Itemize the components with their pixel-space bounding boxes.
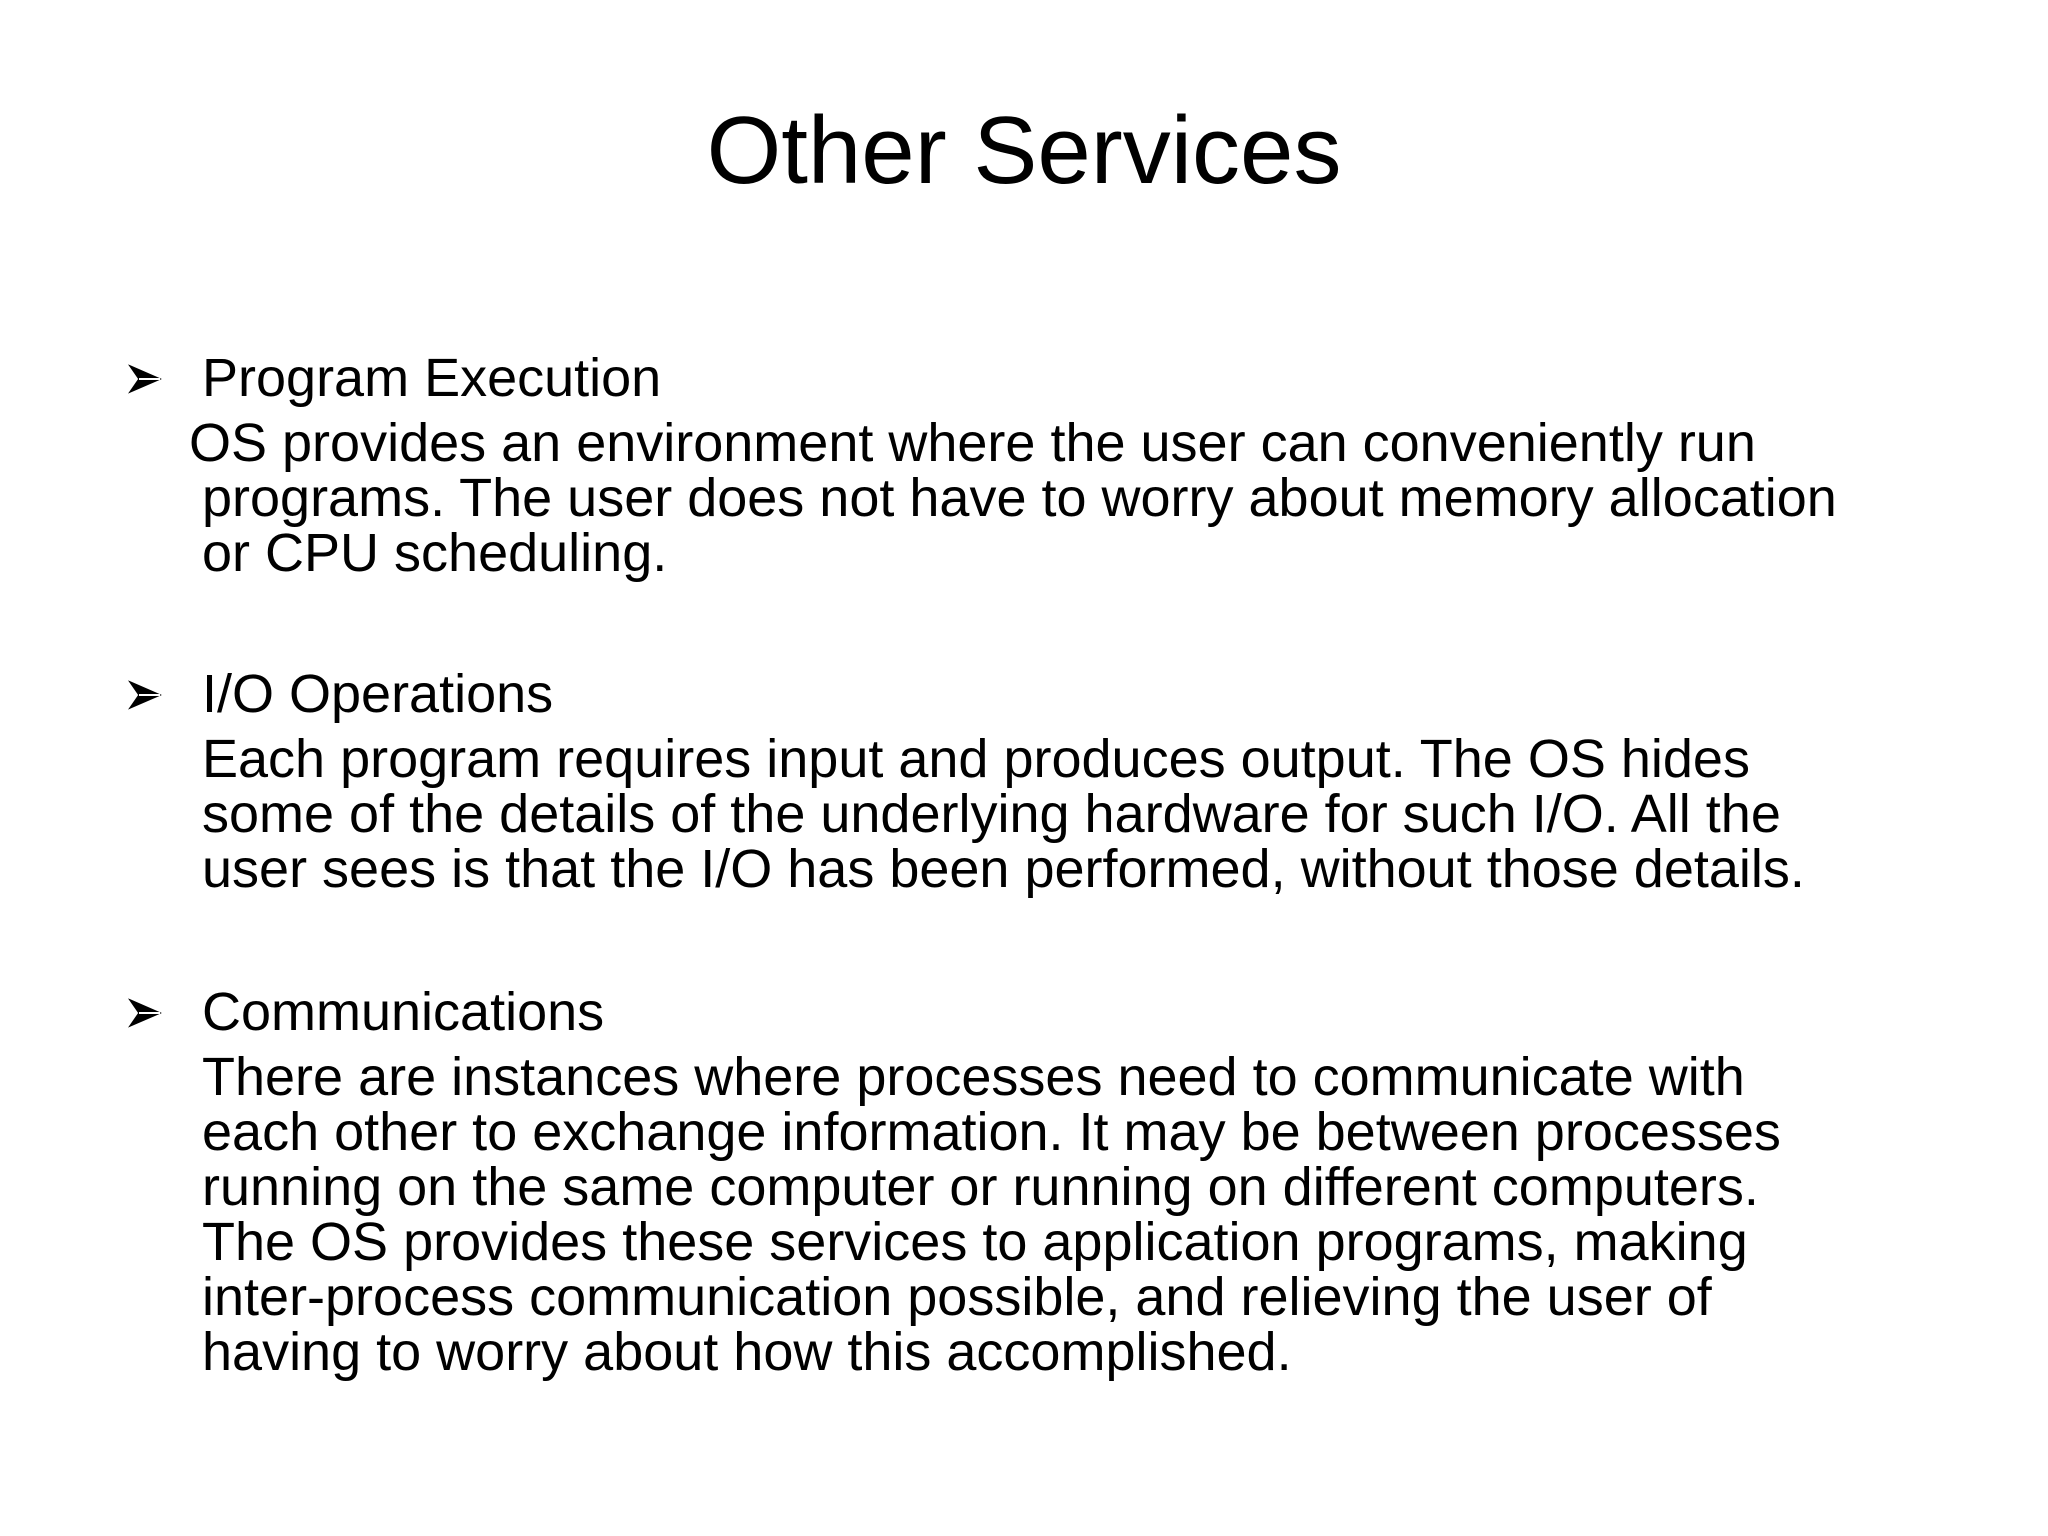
bullet-heading: I/O Operations (202, 664, 554, 724)
body-line: each other to exchange information. It may be between processes (202, 1102, 1781, 1162)
body-line: some of the details of the underlying hardware for such I/O. All the (202, 784, 1781, 844)
body-line: OS provides an environment where the user can conveniently run (189, 413, 1756, 473)
body-line: running on the same computer or running on different computers. (202, 1157, 1759, 1217)
body-line: user sees is that the I/O has been performed, without those details. (202, 839, 1805, 899)
body-line: having to worry about how this accomplished. (202, 1322, 1292, 1382)
arrowhead-bullet-icon (128, 998, 162, 1028)
body-line: The OS provides these services to application programs, making (202, 1212, 1748, 1272)
bullet-heading: Program Execution (202, 348, 662, 408)
bullet-body (189, 413, 1992, 583)
body-line: There are instances where processes need to communicate with (202, 1047, 1745, 1107)
body-line: inter-process communication possible, and relieving the user of (202, 1267, 1712, 1327)
bullet-heading: Communications (202, 982, 605, 1042)
body-line: Each program requires input and produces output. The OS hides (202, 729, 1750, 789)
body-line: programs. The user does not have to worry about memory allocation (202, 468, 1837, 528)
body-line: or CPU scheduling. (202, 523, 668, 583)
bullet-body (202, 1047, 1992, 1382)
arrowhead-bullet-icon (128, 680, 162, 710)
arrowhead-bullet-icon (128, 364, 162, 394)
slide-title: Other Services (706, 97, 1342, 204)
bullet-body (202, 729, 1992, 899)
